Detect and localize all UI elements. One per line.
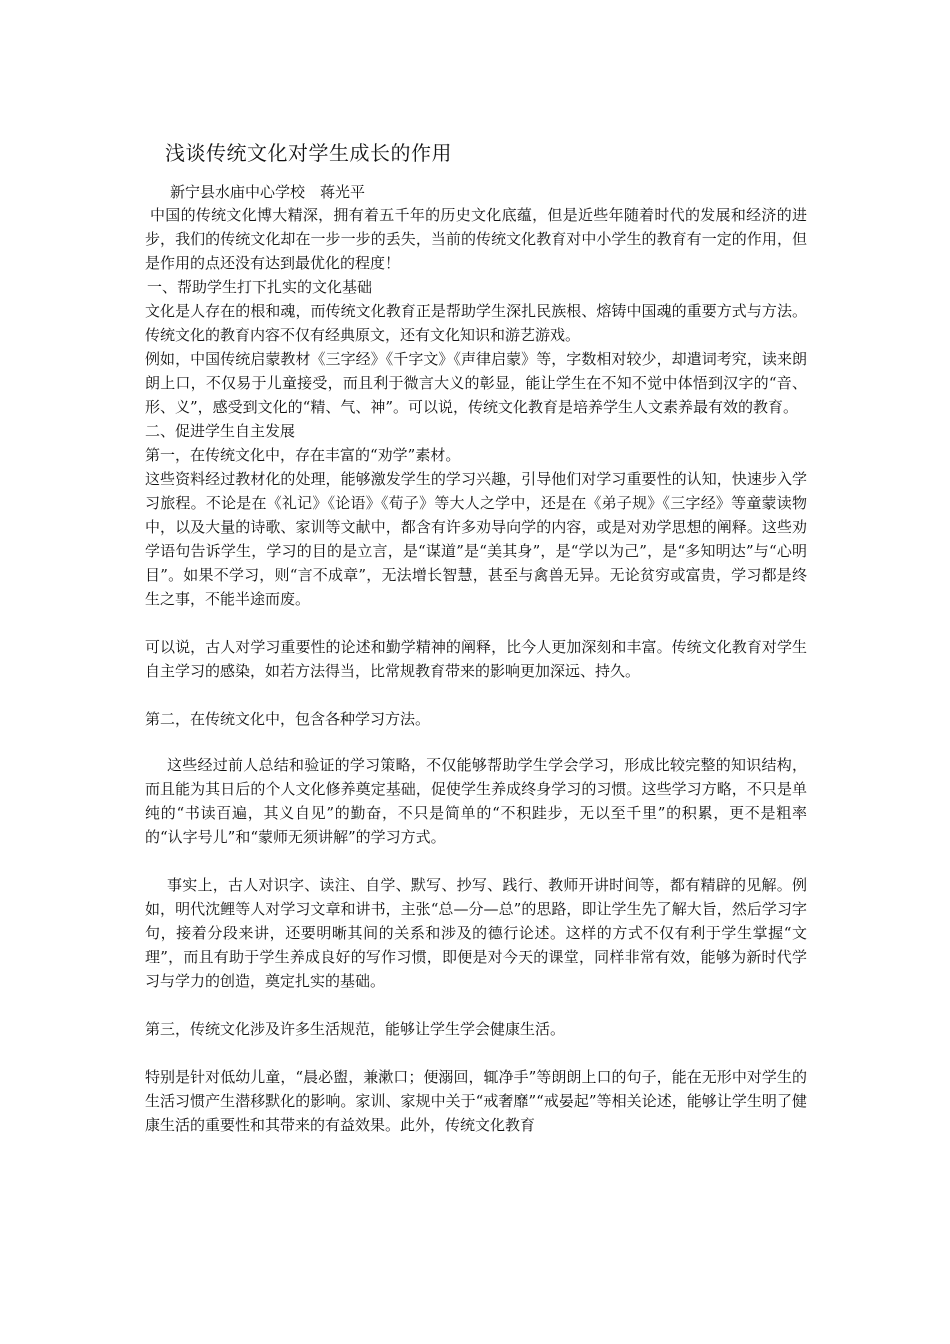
subheading-third: 第三，传统文化涉及许多生活规范，能够让学生学会健康生活。 <box>145 1020 566 1038</box>
intro-paragraph: 中国的传统文化博大精深，拥有着五千年的历史文化底蕴，但是近些年随着时代的发展和经济的进步，我们的传统文化却在一步一步的丢失，当前的传统文化教育对中小学生的教育有一定的作用，但是作用的点还没有达到最优化的程度！ <box>145 206 807 272</box>
body-paragraph: 事实上，古人对识字、读注、自学、默写、抄写、践行、教师开讲时间等，都有精辟的见解。例如，明代沈鲤等人对学习文章和讲书，主张“总—分—总”的思路，即让学生先了解大旨，然后学习字句，接着分段来讲，还要明晰其间的关系和涉及的德行论述。这样的方式不仅有利于学生掌握“文理”，而且有助于学生养成良好的写作习惯，即便是对今天的课堂，同样非常有效，能够为新时代学习与学力的创造，奠定扎实的基础。 <box>145 876 807 990</box>
document-title: 浅谈传统文化对学生成长的作用 <box>165 141 452 165</box>
subheading-first: 第一，在传统文化中，存在丰富的“劝学”素材。 <box>145 446 461 464</box>
subheading-second: 第二，在传统文化中，包含各种学习方法。 <box>145 710 431 728</box>
body-paragraph: 例如，中国传统启蒙教材《三字经》《千字文》《声律启蒙》等，字数相对较少，却遣词考究，读来朗朗上口，不仅易于儿童接受，而且利于微言大义的彰显，能让学生在不知不觉中体悟到汉字的“音、形、义”，感受到文化的“精、气、神”。可以说，传统文化教育是培养学生人文素养最有效的教育。 <box>145 350 807 416</box>
section-heading-2: 二、促进学生自主发展 <box>145 422 296 440</box>
body-paragraph: 文化是人存在的根和魂，而传统文化教育正是帮助学生深扎民族根、熔铸中国魂的重要方式与方法。传统文化的教育内容不仅有经典原文，还有文化知识和游艺游戏。 <box>145 302 807 344</box>
body-paragraph: 特别是针对低幼儿童，“晨必盥，兼漱口；便溺回，辄净手”等朗朗上口的句子，能在无形中对学生的生活习惯产生潜移默化的影响。家训、家规中关于“戒奢靡”“戒晏起”等相关论述，能够让学生明了健康生活的重要性和其带来的有益效果。此外，传统文化教育 <box>145 1068 807 1134</box>
body-paragraph: 这些经过前人总结和验证的学习策略，不仅能够帮助学生学会学习，形成比较完整的知识结构，而且能为其日后的个人文化修养奠定基础，促使学生养成终身学习的习惯。这些学习方略，不只是单纯的“书读百遍，其义自见”的勤奋，不只是简单的“不积跬步，无以至千里”的积累，更不是粗率的“认字号儿”和“蒙师无须讲解”的学习方式。 <box>145 756 807 846</box>
author-byline: 新宁县水庙中心学校 蒋光平 <box>170 183 366 201</box>
section-heading-1: 一、帮助学生打下扎实的文化基础 <box>147 278 373 296</box>
body-paragraph: 可以说，古人对学习重要性的论述和勤学精神的阐释，比今人更加深刻和丰富。传统文化教育对学生自主学习的感染，如若方法得当，比常规教育带来的影响更加深远、持久。 <box>145 638 807 680</box>
document-body <box>145 203 807 1137</box>
body-paragraph: 这些资料经过教材化的处理，能够激发学生的学习兴趣，引导他们对学习重要性的认知，快速步入学习旅程。不论是在《礼记》《论语》《荀子》等大人之学中，还是在《弟子规》《三字经》等童蒙读物中，以及大量的诗歌、家训等文献中，都含有许多劝导向学的内容，或是对劝学思想的阐释。这些劝学语句告诉学生，学习的目的是立言，是“谋道”是“美其身”，是“学以为己”，是“多知明达”与“心明目”。如果不学习，则“言不成章”，无法增长智慧，甚至与禽兽无异。无论贫穷或富贵，学习都是终生之事，不能半途而废。 <box>145 470 807 608</box>
